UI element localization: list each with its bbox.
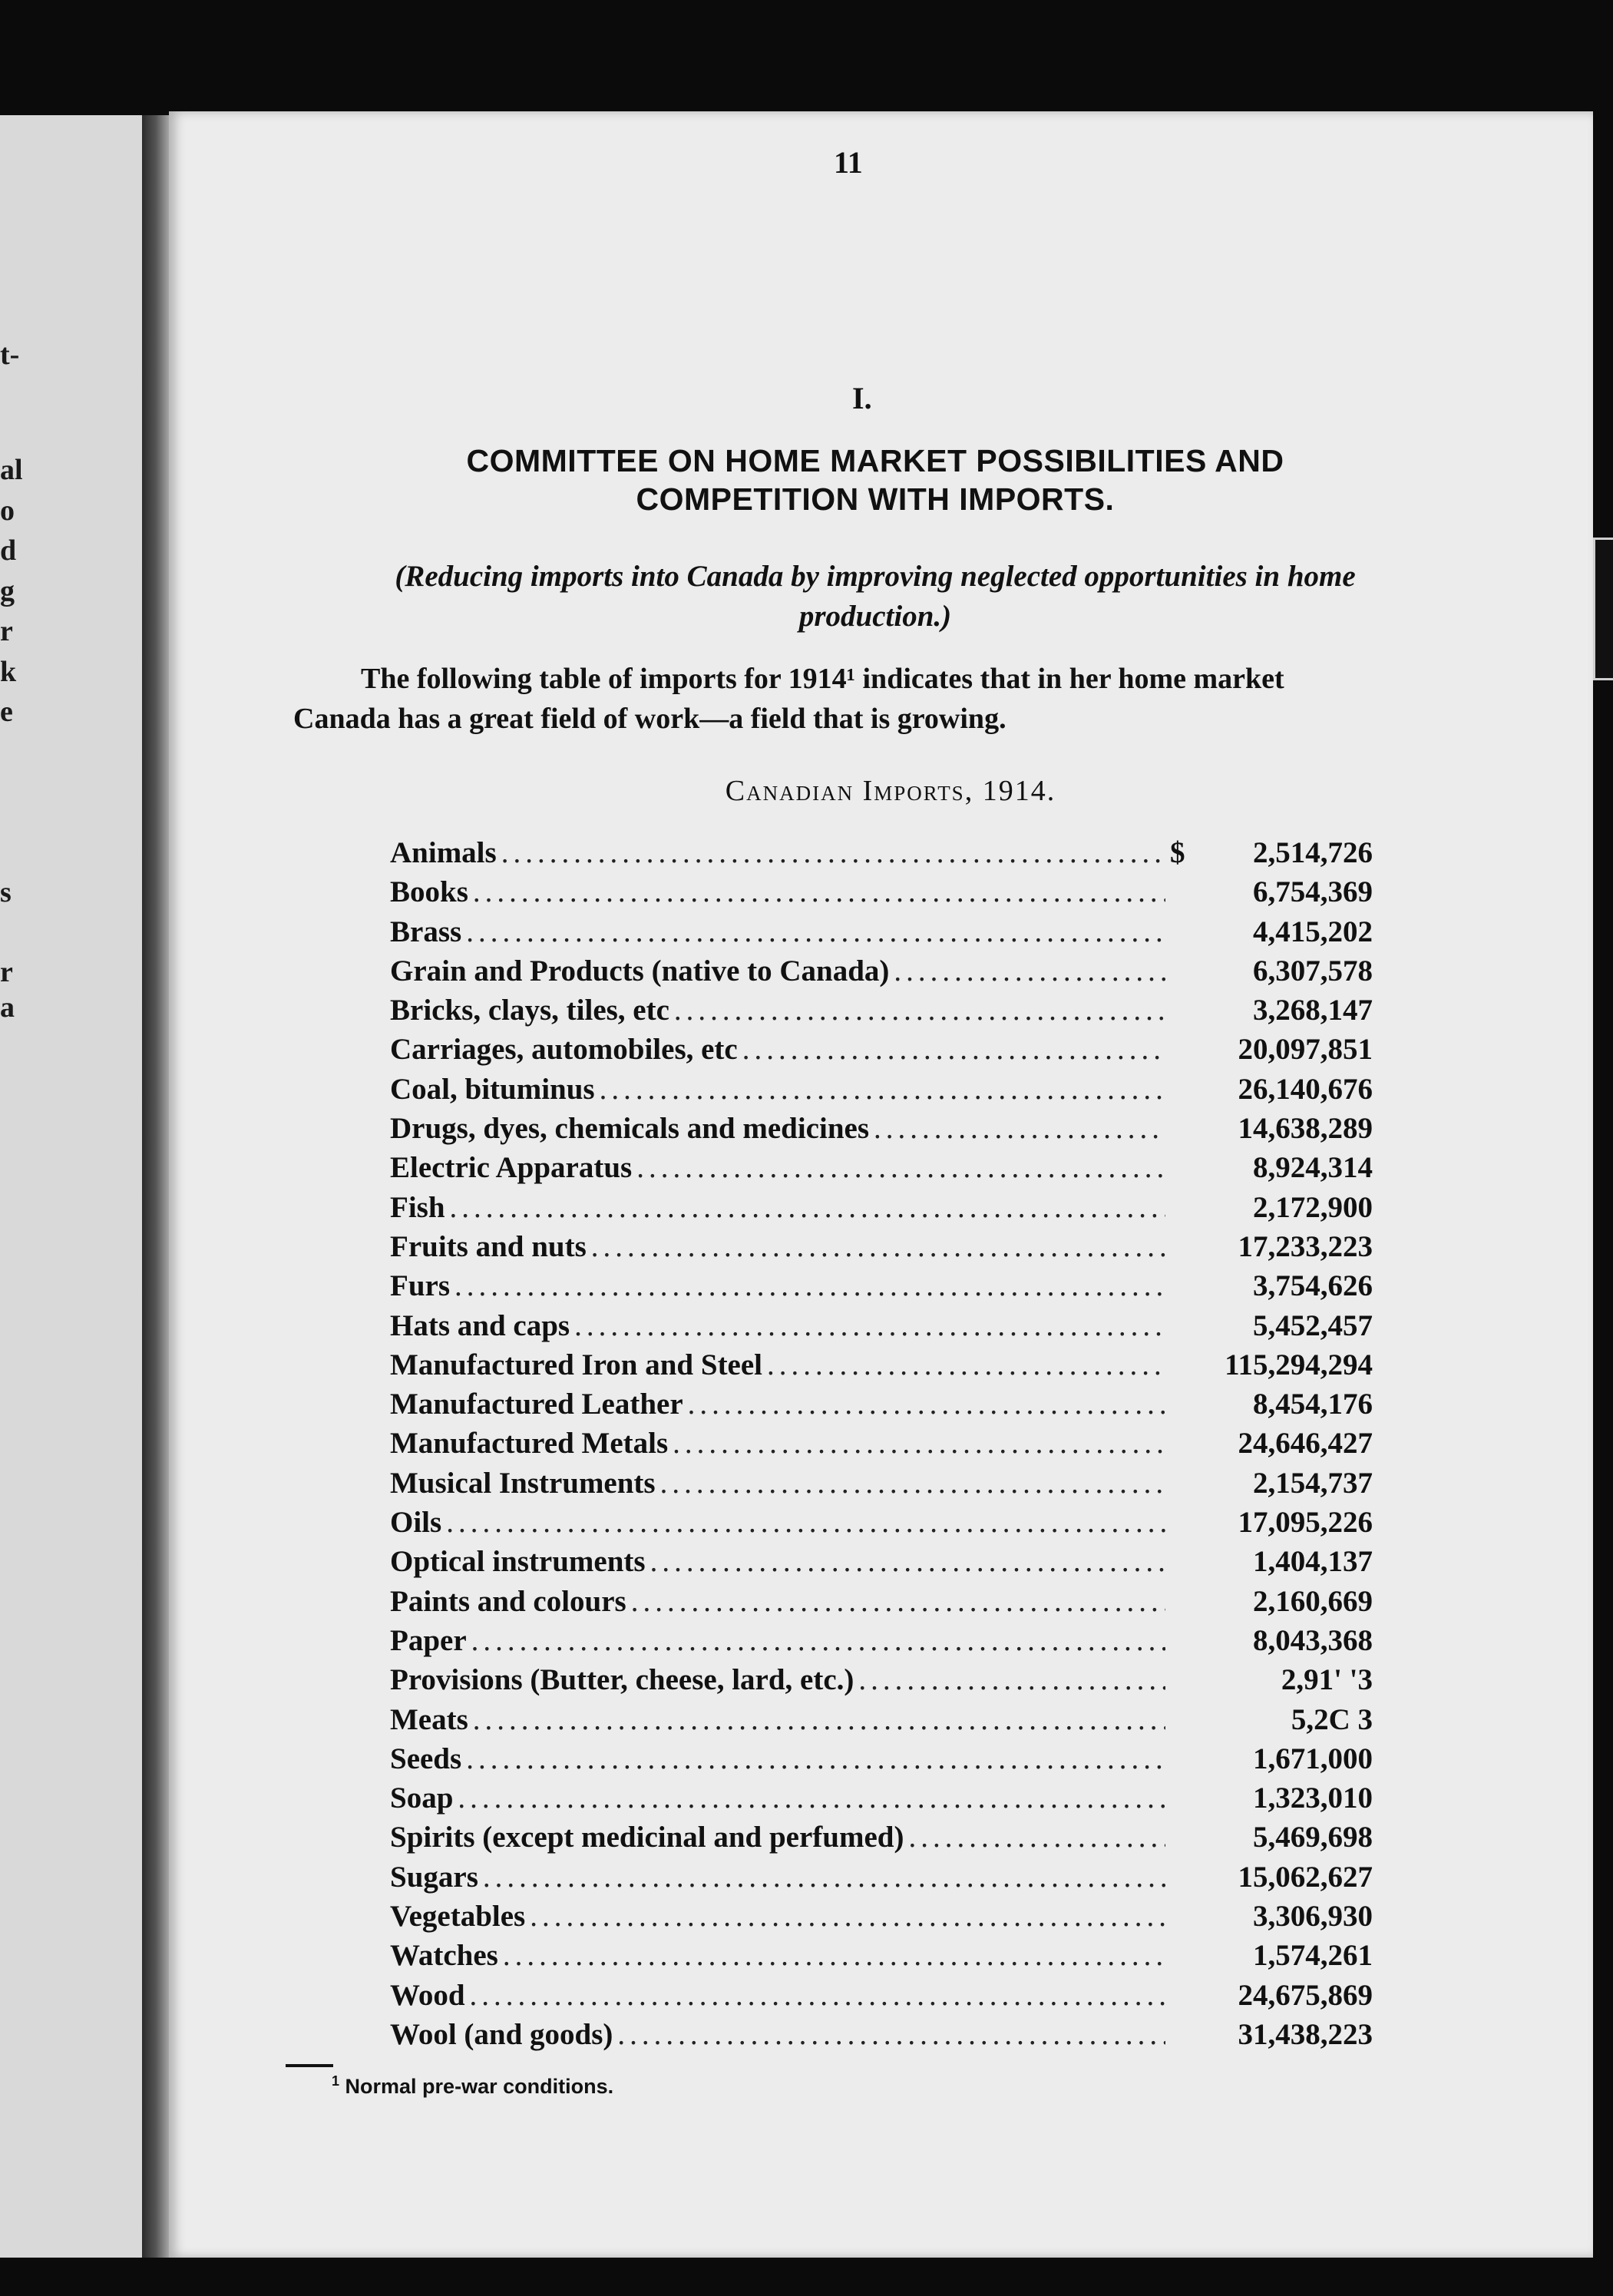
import-value: 1,671,000 xyxy=(1253,1742,1373,1775)
table-row xyxy=(390,1148,1373,1187)
page-number: 11 xyxy=(834,145,863,180)
import-value: 4,415,202 xyxy=(1253,915,1373,948)
dot-leader xyxy=(874,1109,1165,1148)
table-row xyxy=(390,833,1373,872)
dot-leader xyxy=(742,1030,1165,1069)
table-row xyxy=(390,991,1373,1030)
import-value: 2,172,900 xyxy=(1253,1190,1373,1224)
dot-leader xyxy=(458,1778,1165,1818)
intro-paragraph xyxy=(293,659,1476,739)
import-value: 14,638,289 xyxy=(1238,1112,1373,1146)
import-item-name: Soap xyxy=(390,1782,454,1815)
dot-leader xyxy=(636,1148,1165,1187)
import-item-name: Electric Apparatus xyxy=(390,1151,633,1185)
right-page-edge xyxy=(1593,538,1613,680)
import-item-name: Meats xyxy=(390,1702,468,1736)
section-numeral: I. xyxy=(852,381,872,415)
import-value: 24,675,869 xyxy=(1238,1978,1373,2012)
table-row xyxy=(390,1897,1373,1936)
left-page-fragment: k xyxy=(0,656,17,688)
dot-leader xyxy=(471,1621,1165,1660)
table-row xyxy=(390,1700,1373,1739)
import-item-name: Manufactured Leather xyxy=(390,1388,683,1421)
import-value: 26,140,676 xyxy=(1238,1072,1373,1106)
import-item-name: Carriages, automobiles, etc xyxy=(390,1033,738,1067)
footnote-marker: 1 xyxy=(332,2073,340,2089)
left-page-fragment: o xyxy=(0,495,15,527)
intro-line-1: The following table of imports for 1914¹ indicates that in her home market xyxy=(361,663,1284,695)
heading-line-2: COMPETITION WITH IMPORTS. xyxy=(636,481,1115,517)
import-value: 1,404,137 xyxy=(1253,1545,1373,1579)
table-row xyxy=(390,1778,1373,1818)
table-row xyxy=(390,1936,1373,1975)
dot-leader xyxy=(530,1897,1165,1936)
import-item-name: Seeds xyxy=(390,1742,462,1775)
import-value: 5,2C 3 xyxy=(1291,1702,1373,1736)
table-row xyxy=(390,1976,1373,2015)
dot-leader xyxy=(591,1227,1165,1266)
dot-leader xyxy=(688,1385,1165,1424)
import-item-name: Paper xyxy=(390,1623,467,1657)
import-item-name: Paints and colours xyxy=(390,1584,626,1618)
currency-symbol: $ xyxy=(1170,836,1185,869)
dot-leader xyxy=(767,1345,1165,1385)
dot-leader xyxy=(674,991,1165,1030)
dot-leader xyxy=(673,1424,1165,1463)
import-item-name: Provisions (Butter, cheese, lard, etc.) xyxy=(390,1663,854,1697)
table-row xyxy=(390,1070,1373,1109)
import-value: 3,268,147 xyxy=(1253,994,1373,1027)
import-item-name: Hats and caps xyxy=(390,1308,570,1342)
import-item-name: Oils xyxy=(390,1506,442,1540)
table-row xyxy=(390,1266,1373,1305)
left-page-fragment: r xyxy=(0,956,13,988)
table-row xyxy=(390,1424,1373,1463)
import-value: 8,043,368 xyxy=(1253,1623,1373,1657)
table-row xyxy=(390,1739,1373,1778)
import-value: 6,307,578 xyxy=(1253,954,1373,988)
import-value: 1,323,010 xyxy=(1253,1782,1373,1815)
import-value: 20,097,851 xyxy=(1238,1033,1373,1067)
table-row xyxy=(390,1306,1373,1345)
import-value: 17,233,223 xyxy=(1238,1229,1373,1263)
import-value: 8,454,176 xyxy=(1253,1388,1373,1421)
left-page-fragment: r xyxy=(0,615,13,647)
import-value: 17,095,226 xyxy=(1238,1506,1373,1540)
table-row xyxy=(390,1030,1373,1069)
dot-leader xyxy=(631,1582,1165,1621)
import-item-name: Vegetables xyxy=(390,1900,526,1934)
subtitle-line-2: production.) xyxy=(798,600,952,633)
table-row xyxy=(390,1660,1373,1699)
import-item-name: Optical instruments xyxy=(390,1545,646,1579)
dot-leader xyxy=(466,912,1165,951)
table-row xyxy=(390,2015,1373,2054)
import-value: 2,160,669 xyxy=(1253,1584,1373,1618)
table-row xyxy=(390,951,1373,991)
left-page-fragment: a xyxy=(0,991,15,1024)
left-page-text-fragments xyxy=(0,115,146,2258)
dot-leader xyxy=(894,951,1165,991)
import-item-name: Fish xyxy=(390,1190,445,1224)
import-item-name: Musical Instruments xyxy=(390,1466,656,1500)
table-row xyxy=(390,1621,1373,1660)
import-item-name: Manufactured Iron and Steel xyxy=(390,1348,763,1381)
table-row xyxy=(390,1542,1373,1581)
subtitle-line-1: (Reducing imports into Canada by improving neglected opportunities in home xyxy=(395,560,1356,593)
import-item-name: Animals xyxy=(390,836,497,869)
table-row xyxy=(390,1227,1373,1266)
import-value: 2,154,737 xyxy=(1253,1466,1373,1500)
import-value: 24,646,427 xyxy=(1238,1427,1373,1461)
section-subtitle xyxy=(276,557,1474,637)
table-row xyxy=(390,1345,1373,1385)
book-spine xyxy=(142,115,173,2258)
import-item-name: Books xyxy=(390,875,468,909)
footnote xyxy=(332,2073,613,2099)
intro-line-2: Canada has a great field of work—a field that is growing. xyxy=(293,703,1006,735)
dot-leader xyxy=(908,1818,1165,1857)
import-item-name: Wood xyxy=(390,1978,465,2012)
import-item-name: Sugars xyxy=(390,1860,478,1894)
import-value: 2,91' '3 xyxy=(1281,1663,1373,1697)
import-value: 3,754,626 xyxy=(1253,1269,1373,1303)
table-caption: Canadian Imports, 1914. xyxy=(725,775,1056,807)
table-row xyxy=(390,1858,1373,1897)
dot-leader xyxy=(473,1700,1165,1739)
import-value: 1,574,261 xyxy=(1253,1939,1373,1973)
dot-leader xyxy=(650,1542,1165,1581)
import-value: 2,514,726 xyxy=(1253,836,1373,869)
import-value: 3,306,930 xyxy=(1253,1900,1373,1934)
import-item-name: Bricks, clays, tiles, etc xyxy=(390,994,669,1027)
table-row xyxy=(390,1818,1373,1857)
dot-leader xyxy=(617,2015,1165,2054)
import-item-name: Watches xyxy=(390,1939,498,1973)
left-page-fragment: al xyxy=(0,454,23,486)
import-value: 5,452,457 xyxy=(1253,1308,1373,1342)
dot-leader xyxy=(600,1070,1165,1109)
dot-leader xyxy=(503,1936,1165,1975)
import-item-name: Manufactured Metals xyxy=(390,1427,669,1461)
table-row xyxy=(390,872,1373,911)
dot-leader xyxy=(446,1503,1165,1542)
left-page-fragment: t- xyxy=(0,339,20,371)
left-page-edge xyxy=(0,115,146,2258)
import-item-name: Fruits and nuts xyxy=(390,1229,587,1263)
imports-table xyxy=(390,833,1373,2054)
dot-leader xyxy=(454,1266,1165,1305)
import-item-name: Furs xyxy=(390,1269,450,1303)
footnote-text: Normal pre-war conditions. xyxy=(345,2075,614,2098)
import-item-name: Spirits (except medicinal and perfumed) xyxy=(390,1821,904,1854)
dot-leader xyxy=(501,833,1165,872)
table-row xyxy=(390,912,1373,951)
section-heading xyxy=(322,442,1428,518)
left-page-fragment: g xyxy=(0,575,15,607)
table-row xyxy=(390,1109,1373,1148)
import-value: 115,294,294 xyxy=(1225,1348,1373,1381)
dot-leader xyxy=(466,1739,1165,1778)
table-row xyxy=(390,1385,1373,1424)
footnote-rule xyxy=(286,2064,333,2067)
dot-leader xyxy=(660,1464,1165,1503)
dot-leader xyxy=(574,1306,1165,1345)
table-row xyxy=(390,1503,1373,1542)
table-row xyxy=(390,1188,1373,1227)
import-value: 8,924,314 xyxy=(1253,1151,1373,1185)
import-value: 31,438,223 xyxy=(1238,2017,1373,2051)
import-item-name: Wool (and goods) xyxy=(390,2017,613,2051)
import-value: 15,062,627 xyxy=(1238,1860,1373,1894)
dot-leader xyxy=(483,1858,1165,1897)
dot-leader xyxy=(858,1660,1165,1699)
left-page-fragment: d xyxy=(0,534,17,567)
left-page-fragment: e xyxy=(0,696,13,728)
dot-leader xyxy=(450,1188,1165,1227)
dot-leader xyxy=(470,1976,1165,2015)
table-row xyxy=(390,1582,1373,1621)
import-item-name: Drugs, dyes, chemicals and medicines xyxy=(390,1112,869,1146)
left-page-fragment: s xyxy=(0,876,12,908)
import-item-name: Grain and Products (native to Canada) xyxy=(390,954,890,988)
table-row xyxy=(390,1464,1373,1503)
import-value: 6,754,369 xyxy=(1253,875,1373,909)
import-value: 5,469,698 xyxy=(1253,1821,1373,1854)
dot-leader xyxy=(473,872,1165,911)
import-item-name: Coal, bituminus xyxy=(390,1072,595,1106)
import-item-name: Brass xyxy=(390,915,462,948)
heading-line-1: COMMITTEE ON HOME MARKET POSSIBILITIES AND xyxy=(466,443,1284,478)
